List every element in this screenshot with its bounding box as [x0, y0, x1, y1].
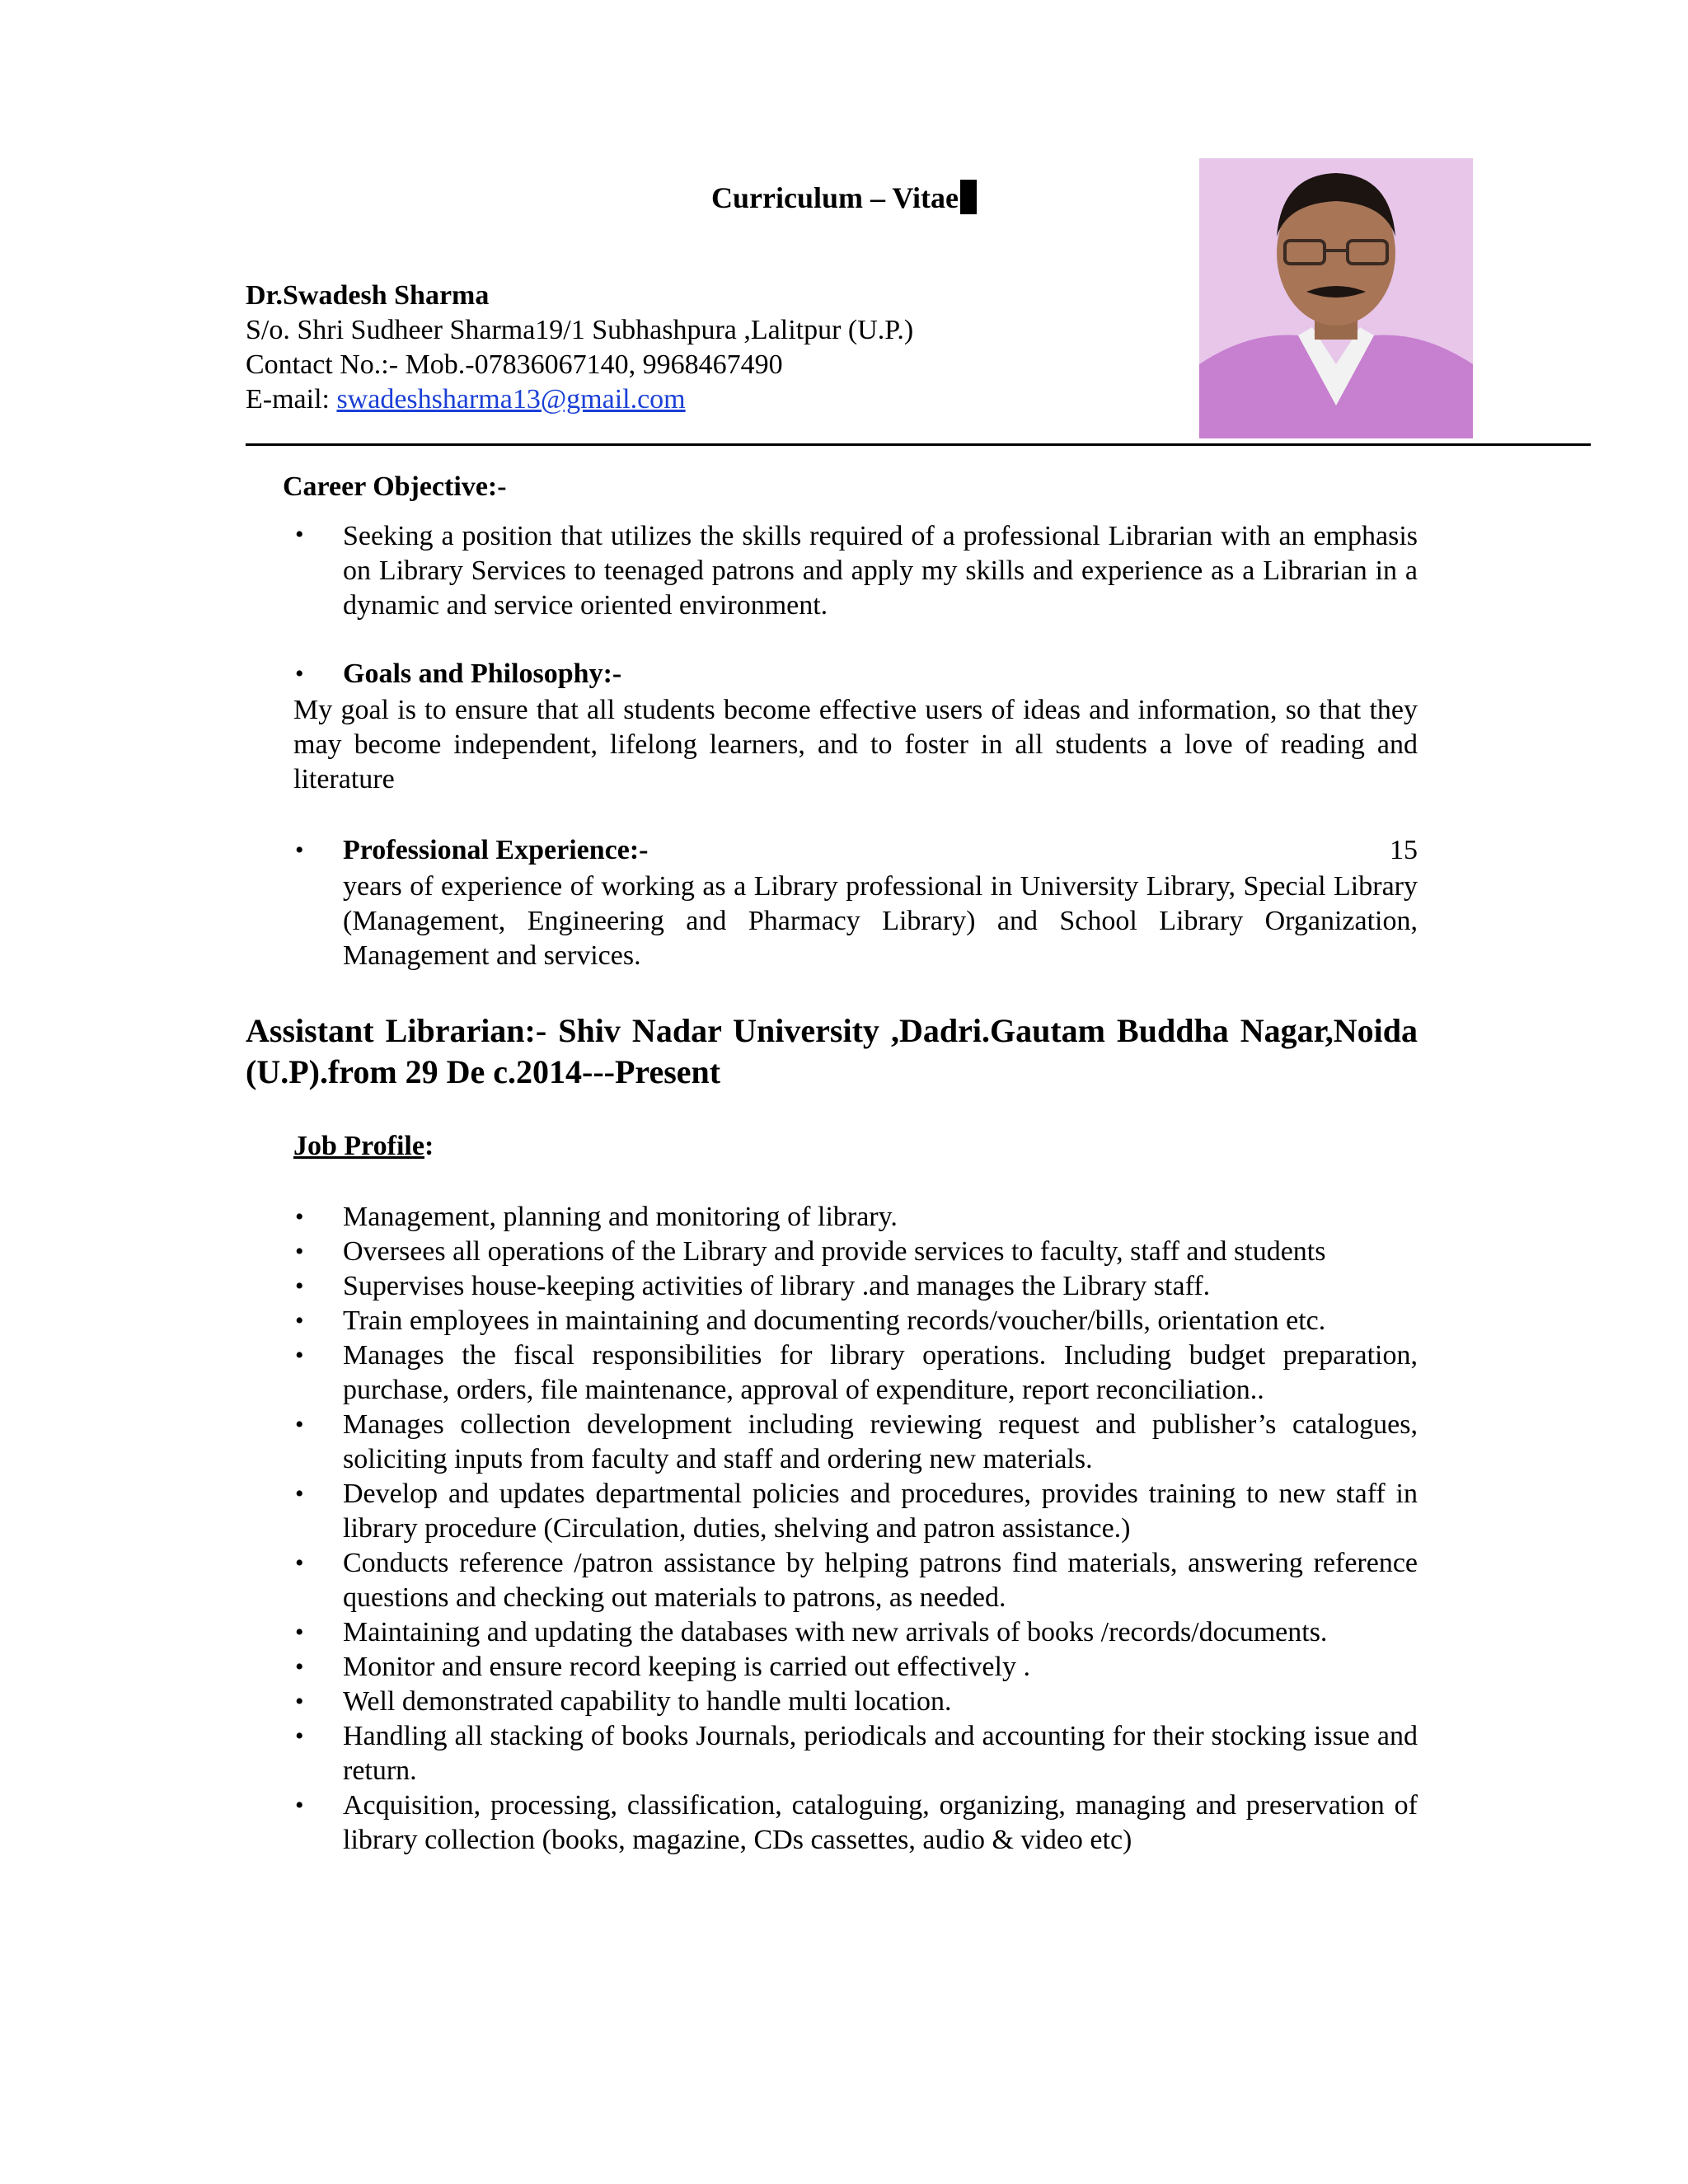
- list-item-text: Handling all stacking of books Journals, periodicals and accounting for their stocking issue and return.: [343, 1721, 1418, 1786]
- goals-heading: Goals and Philosophy:-: [343, 658, 622, 689]
- list-item-text: Oversees all operations of the Library and provide services to faculty, staff and students: [343, 1236, 1326, 1267]
- bullet-icon: •: [295, 1203, 304, 1230]
- list-item: [293, 1788, 1418, 1858]
- email-link[interactable]: swadeshsharma13@gmail.com: [336, 384, 686, 415]
- list-item: [293, 1200, 1418, 1235]
- list-item-text: Management, planning and monitoring of library.: [343, 1202, 898, 1232]
- bullet-icon: •: [295, 1480, 304, 1507]
- text-cursor-block: [960, 180, 977, 214]
- job-duties-list: [293, 1200, 1418, 1858]
- bullet-icon: •: [295, 1653, 304, 1680]
- list-item-text: Develop and updates departmental policies and procedures, provides training to new staff in library procedure (Circulation, duties, shelving and patron assistance.): [343, 1479, 1418, 1544]
- bullet-icon: •: [295, 1342, 304, 1369]
- list-item: [293, 1685, 1418, 1719]
- bullet-icon: •: [295, 1238, 304, 1265]
- career-objective-text: Seeking a position that utilizes the skills required of a professional Librarian with an emphasis on Library Services to teenaged patrons and apply my skills and experience as a Librarian in a dynamic and service oriented environment.: [343, 521, 1418, 621]
- list-item-text: Manages collection development including reviewing request and publisher’s catalogues, soliciting inputs from faculty and staff and ordering new materials.: [343, 1409, 1418, 1474]
- list-item: [293, 1304, 1418, 1338]
- list-item: [293, 1477, 1418, 1546]
- list-item: [293, 1719, 1418, 1788]
- career-objective-heading: Career Objective:-: [283, 471, 507, 502]
- job-profile-colon: :: [424, 1131, 434, 1161]
- contact-line: Contact No.:- Mob.-07836067140, 9968467490: [246, 349, 783, 380]
- contact-header: [246, 279, 913, 417]
- bullet-icon: •: [295, 1549, 304, 1577]
- email-label: E-mail:: [246, 384, 337, 415]
- list-item: [293, 1269, 1418, 1304]
- job-profile-heading: [293, 1131, 434, 1162]
- list-item: [293, 1650, 1418, 1685]
- bullet-icon: •: [295, 660, 304, 687]
- bullet-icon: •: [295, 1722, 304, 1750]
- professional-experience-text: years of experience of working as a Library professional in University Library, Special Library (Management, Engineering and Pharmacy Library) and School Library Organization, Management and services.: [343, 871, 1418, 971]
- list-item: [293, 1235, 1418, 1269]
- list-item-text: Well demonstrated capability to handle multi location.: [343, 1686, 952, 1717]
- list-item: [293, 1408, 1418, 1477]
- position-heading: Assistant Librarian:- Shiv Nadar University ,Dadri.Gautam Buddha Nagar,Noida (U.P).from 29 De c.2014---Present: [246, 1012, 1418, 1090]
- email-line: [246, 382, 913, 417]
- goals-text: My goal is to ensure that all students become effective users of ideas and information, so that they may become independent, lifelong learners, and to foster in all students a love of reading and literature: [293, 695, 1418, 794]
- list-item-text: Supervises house-keeping activities of library .and manages the Library staff.: [343, 1271, 1211, 1301]
- bullet-icon: •: [295, 1307, 304, 1334]
- professional-experience-heading: Professional Experience:-: [343, 835, 649, 865]
- bullet-icon: •: [295, 1272, 304, 1300]
- header-divider: [246, 443, 1591, 446]
- list-item: [293, 1338, 1418, 1408]
- bullet-icon: •: [295, 837, 304, 864]
- list-item-text: Acquisition, processing, classification, cataloguing, organizing, managing and preservation of library collection (books, magazine, CDs cassettes, audio & video etc): [343, 1790, 1418, 1855]
- candidate-name: Dr.Swadesh Sharma: [246, 280, 490, 311]
- list-item-text: Maintaining and updating the databases with new arrivals of books /records/documents.: [343, 1617, 1328, 1647]
- experience-years: 15: [1390, 835, 1418, 865]
- profile-photo: [1199, 158, 1473, 438]
- bullet-icon: •: [295, 1411, 304, 1438]
- list-item-text: Manages the fiscal responsibilities for library operations. Including budget preparation, purchase, orders, file maintenance, approval of expenditure, report reconciliation..: [343, 1340, 1418, 1405]
- job-profile-label: Job Profile: [293, 1131, 424, 1161]
- bullet-icon: •: [295, 1619, 304, 1646]
- list-item-text: Train employees in maintaining and documenting records/voucher/bills, orientation etc.: [343, 1305, 1326, 1336]
- professional-experience-row: [343, 835, 1418, 866]
- bullet-icon: •: [295, 1688, 304, 1715]
- list-item: [293, 1546, 1418, 1615]
- list-item-text: Conducts reference /patron assistance by helping patrons find materials, answering reference questions and checking out materials to patrons, as needed.: [343, 1548, 1418, 1613]
- address-line: S/o. Shri Sudheer Sharma19/1 Subhashpura ,Lalitpur (U.P.): [246, 315, 914, 345]
- list-item-text: Monitor and ensure record keeping is carried out effectively .: [343, 1652, 1030, 1682]
- page-title-text: Curriculum – Vitae: [711, 181, 959, 214]
- bullet-icon: •: [295, 1792, 304, 1819]
- bullet-icon: •: [295, 521, 304, 548]
- list-item: [293, 1615, 1418, 1650]
